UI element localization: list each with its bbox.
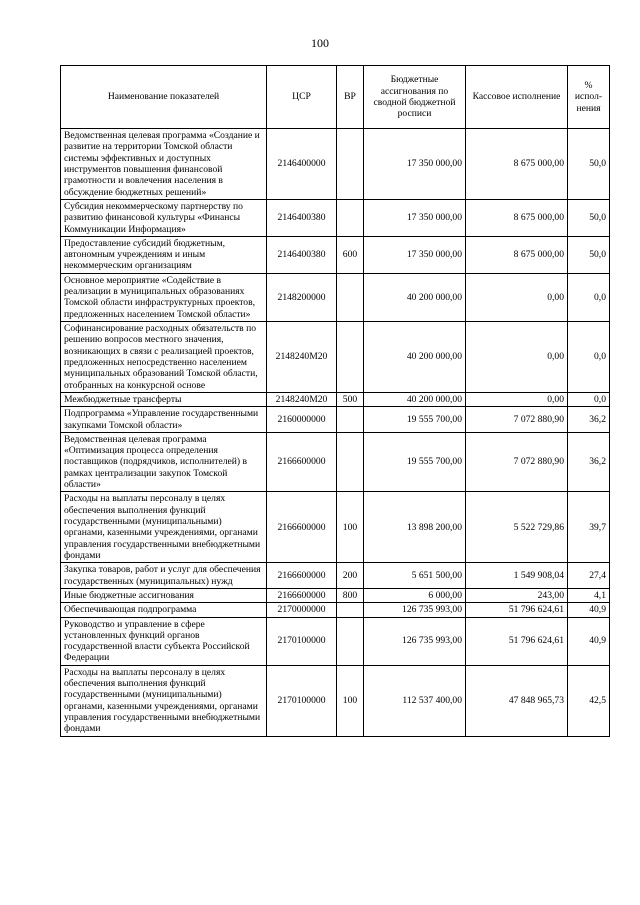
cell-vr <box>337 432 364 492</box>
table-row <box>61 603 610 617</box>
table-row <box>61 129 610 200</box>
cell-cash: 8 675 000,00 <box>466 129 568 200</box>
header-cash: Кассовое исполнение <box>466 66 568 129</box>
cell-csr: 2166600000 <box>267 563 337 589</box>
cell-csr: 2166600000 <box>267 492 337 563</box>
cell-name: Субсидия некоммерческому партнерству по развитию финансовой культуры «Финансы Коммуникации Информация» <box>61 199 267 236</box>
table-row <box>61 199 610 236</box>
cell-assignments: 40 200 000,00 <box>364 322 466 393</box>
cell-assignments: 6 000,00 <box>364 588 466 602</box>
cell-percent: 0,0 <box>568 273 610 321</box>
cell-csr: 2160000000 <box>267 407 337 433</box>
cell-csr: 2148240M20 <box>267 392 337 406</box>
cell-csr: 2166600000 <box>267 588 337 602</box>
cell-assignments: 19 555 700,00 <box>364 407 466 433</box>
cell-name: Ведомственная целевая программа «Оптимизация процесса определения поставщиков (подрядчиков, исполнителей) в рамках централизации закупок Томской области» <box>61 432 267 492</box>
cell-cash: 5 522 729,86 <box>466 492 568 563</box>
cell-name: Предоставление субсидий бюджетным, автономным учреждениям и иным некоммерческим организациям <box>61 236 267 273</box>
table-row <box>61 392 610 406</box>
header-csr: ЦСР <box>267 66 337 129</box>
cell-name: Иные бюджетные ассигнования <box>61 588 267 602</box>
table-row <box>61 407 610 433</box>
cell-cash: 51 796 624,61 <box>466 603 568 617</box>
cell-percent: 4,1 <box>568 588 610 602</box>
cell-assignments: 19 555 700,00 <box>364 432 466 492</box>
cell-name: Подпрограмма «Управление государственными закупками Томской области» <box>61 407 267 433</box>
cell-vr: 100 <box>337 492 364 563</box>
cell-name: Софинансирование расходных обязательств по решению вопросов местного значения, возникающих в связи с реализацией проектов, предложенных непосредственно населением муниципальных образований Томской области, отобранных на конкурсной основе <box>61 322 267 393</box>
cell-cash: 51 796 624,61 <box>466 617 568 665</box>
cell-name: Расходы на выплаты персоналу в целях обеспечения выполнения функций государственными (муниципальными) органами, казенными учреждениями, органами управления государственными внебюджетными фондами <box>61 492 267 563</box>
cell-vr <box>337 603 364 617</box>
cell-cash: 7 072 880,90 <box>466 432 568 492</box>
cell-csr: 2148240M20 <box>267 322 337 393</box>
table-row <box>61 563 610 589</box>
cell-vr <box>337 199 364 236</box>
cell-csr: 2146400380 <box>267 199 337 236</box>
cell-csr: 2146400380 <box>267 236 337 273</box>
cell-vr <box>337 617 364 665</box>
cell-assignments: 40 200 000,00 <box>364 392 466 406</box>
cell-vr <box>337 407 364 433</box>
table-row <box>61 492 610 563</box>
table-row <box>61 588 610 602</box>
cell-vr <box>337 322 364 393</box>
cell-assignments: 17 350 000,00 <box>364 199 466 236</box>
table-row <box>61 236 610 273</box>
cell-assignments: 5 651 500,00 <box>364 563 466 589</box>
cell-percent: 27,4 <box>568 563 610 589</box>
cell-vr: 800 <box>337 588 364 602</box>
cell-cash: 1 549 908,04 <box>466 563 568 589</box>
table-row <box>61 322 610 393</box>
header-percent: % испол-нения <box>568 66 610 129</box>
table-row <box>61 432 610 492</box>
cell-csr: 2170100000 <box>267 617 337 665</box>
cell-assignments: 17 350 000,00 <box>364 129 466 200</box>
table-row <box>61 273 610 321</box>
cell-cash: 243,00 <box>466 588 568 602</box>
cell-cash: 0,00 <box>466 322 568 393</box>
cell-percent: 42,5 <box>568 665 610 736</box>
cell-cash: 7 072 880,90 <box>466 407 568 433</box>
cell-csr: 2170000000 <box>267 603 337 617</box>
cell-percent: 36,2 <box>568 407 610 433</box>
cell-cash: 0,00 <box>466 392 568 406</box>
table-row <box>61 617 610 665</box>
cell-name: Руководство и управление в сфере установленных функций органов государственной власти субъекта Российской Федерации <box>61 617 267 665</box>
cell-vr <box>337 273 364 321</box>
cell-name: Расходы на выплаты персоналу в целях обеспечения выполнения функций государственными (муниципальными) органами, казенными учреждениями, органами управления государственными внебюджетными фондами <box>61 665 267 736</box>
page-number: 100 <box>311 36 329 50</box>
cell-percent: 0,0 <box>568 322 610 393</box>
cell-percent: 50,0 <box>568 236 610 273</box>
header-name: Наименование показателей <box>61 66 267 129</box>
cell-cash: 8 675 000,00 <box>466 236 568 273</box>
cell-name: Основное мероприятие «Содействие в реализации в муниципальных образованиях Томской области инфраструктурных проектов, предложенных населением Томской области» <box>61 273 267 321</box>
cell-csr: 2166600000 <box>267 432 337 492</box>
cell-cash: 8 675 000,00 <box>466 199 568 236</box>
cell-assignments: 13 898 200,00 <box>364 492 466 563</box>
table-row <box>61 665 610 736</box>
cell-percent: 39,7 <box>568 492 610 563</box>
cell-percent: 40,9 <box>568 617 610 665</box>
cell-assignments: 40 200 000,00 <box>364 273 466 321</box>
cell-name: Межбюджетные трансферты <box>61 392 267 406</box>
cell-name: Обеспечивающая подпрограмма <box>61 603 267 617</box>
cell-vr: 600 <box>337 236 364 273</box>
cell-percent: 40,9 <box>568 603 610 617</box>
cell-assignments: 17 350 000,00 <box>364 236 466 273</box>
header-assignments: Бюджетные ассигнования по сводной бюджетной росписи <box>364 66 466 129</box>
budget-table <box>60 65 610 737</box>
cell-vr: 100 <box>337 665 364 736</box>
cell-assignments: 126 735 993,00 <box>364 603 466 617</box>
cell-vr: 500 <box>337 392 364 406</box>
header-vr: ВР <box>337 66 364 129</box>
cell-percent: 50,0 <box>568 129 610 200</box>
cell-assignments: 126 735 993,00 <box>364 617 466 665</box>
cell-assignments: 112 537 400,00 <box>364 665 466 736</box>
cell-name: Ведомственная целевая программа «Создание и развитие на территории Томской области системы эффективных и доступных инструментов повышения финансовой грамотности и вовлечения населения в обсуждение бюджетных решений» <box>61 129 267 200</box>
cell-vr: 200 <box>337 563 364 589</box>
cell-cash: 0,00 <box>466 273 568 321</box>
table-header-row <box>61 66 610 129</box>
cell-csr: 2146400000 <box>267 129 337 200</box>
cell-percent: 36,2 <box>568 432 610 492</box>
cell-name: Закупка товаров, работ и услуг для обеспечения государственных (муниципальных) нужд <box>61 563 267 589</box>
cell-percent: 0,0 <box>568 392 610 406</box>
cell-csr: 2170100000 <box>267 665 337 736</box>
cell-csr: 2148200000 <box>267 273 337 321</box>
cell-vr <box>337 129 364 200</box>
cell-cash: 47 848 965,73 <box>466 665 568 736</box>
cell-percent: 50,0 <box>568 199 610 236</box>
